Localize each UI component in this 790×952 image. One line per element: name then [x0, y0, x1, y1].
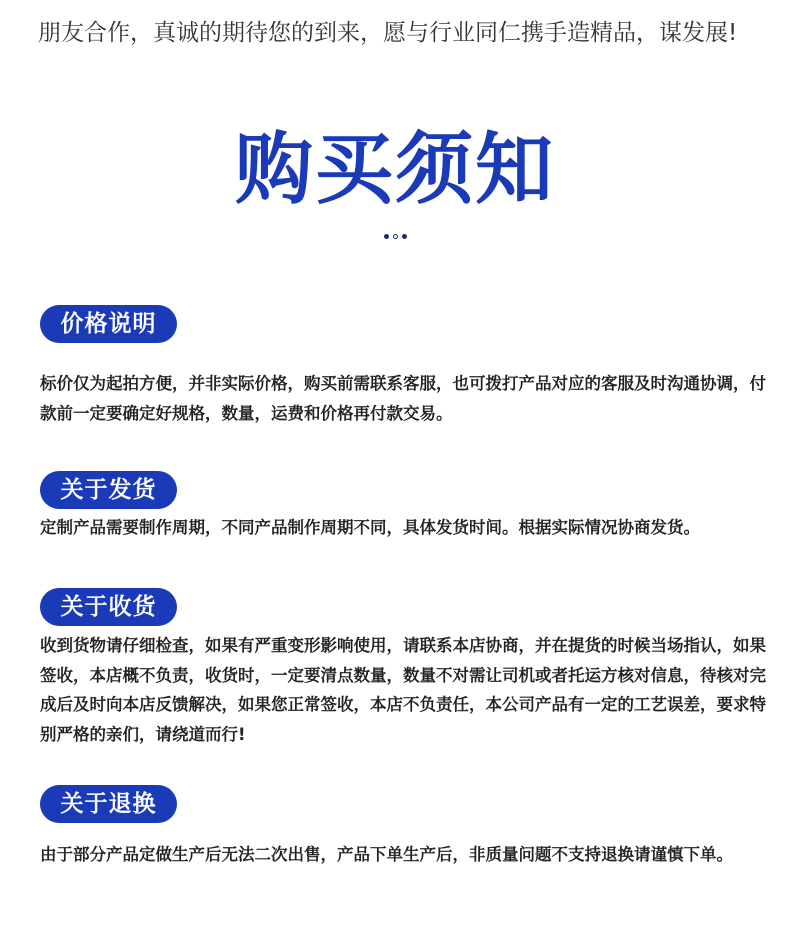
section-text-returns: 由于部分产品定做生产后无法二次出售，产品下单生产后，非质量问题不支持退换请谨慎下单。 — [40, 845, 733, 864]
dot-icon — [402, 234, 407, 239]
section-label-returns: 关于退换 — [40, 785, 177, 823]
page-title: 购买须知 — [234, 125, 555, 215]
intro-paragraph: 朋友合作，真诚的期待您的到来，愿与行业同仁携手造精品，谋发展! — [38, 20, 738, 46]
dot-hollow-icon — [393, 234, 398, 239]
section-label-receiving: 关于收货 — [40, 588, 177, 626]
decorative-dots — [0, 234, 790, 239]
section-text-price: 标价仅为起拍方便，并非实际价格，购买前需联系客服，也可拨打产品对应的客服及时沟通协调，付款前一定要确定好规格，数量，运费和价格再付款交易。 — [40, 374, 766, 423]
section-label-price: 价格说明 — [40, 305, 177, 343]
section-label-shipping: 关于发货 — [40, 471, 177, 509]
dot-icon — [384, 234, 389, 239]
section-text-shipping: 定制产品需要制作周期，不同产品制作周期不同，具体发货时间。根据实际情况协商发货。 — [40, 518, 700, 537]
section-text-receiving: 收到货物请仔细检查，如果有严重变形影响使用，请联系本店协商，并在提货的时候当场指认，如果签收，本店概不负责，收货时，一定要清点数量，数量不对需让司机或者托运方核对信息，待核对完成后及时向本店反馈解决，如果您正常签收，本店不负责任，本公司产品有一定的工艺误差，要求特别严格的亲们，请绕道而行! — [40, 636, 766, 744]
